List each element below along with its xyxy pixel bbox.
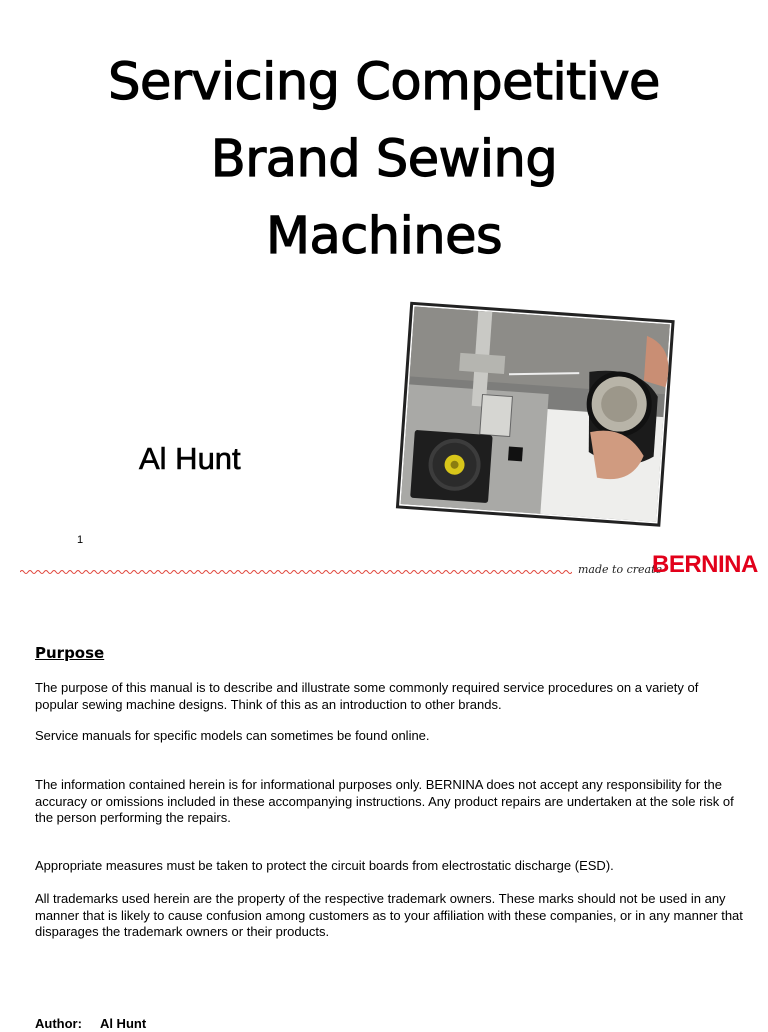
- purpose-paragraph-1: The purpose of this manual is to describe and illustrate some commonly required service procedures on a variety of popular sewing machine designs. Think of this as an introduction to other brands.: [35, 680, 699, 712]
- title-line-1: Servicing Competitive: [108, 53, 660, 112]
- author-label: Author:: [35, 1016, 82, 1031]
- author-value: Al Hunt: [99, 1016, 147, 1031]
- author-name: Al Hunt: [139, 441, 241, 476]
- bernina-logo: BERNINA: [652, 551, 758, 578]
- esd-paragraph: Appropriate measures must be taken to protect the circuit boards from electrostatic discharge (ESD).: [35, 858, 614, 873]
- slide-number: 1: [77, 534, 84, 546]
- purpose-heading: Purpose: [35, 644, 105, 662]
- author-line: [35, 1016, 164, 1032]
- title-line-3: Machines: [265, 207, 503, 266]
- trademark-paragraph: All trademarks used herein are the property of the respective trademark owners. These marks should not be used in any manner that is likely to cause confusion among customers as to your affiliation with these companies, or in any manner that disparages the trademark owners or their products.: [35, 891, 743, 939]
- purpose-paragraph-2: Service manuals for specific models can sometimes be found online.: [35, 728, 430, 743]
- title-line-2: Brand Sewing: [210, 130, 558, 189]
- disclaimer-paragraph: The information contained herein is for informational purposes only. BERNINA does not accept any responsibility for the accuracy or omissions included in these accompanying instructions. Any product repairs are undertaken at the sole risk of the person performing the repairs.: [35, 777, 734, 825]
- sewing-machine-photo: [386, 298, 678, 538]
- slide-title: [0, 44, 768, 275]
- brand-tagline: made to create: [578, 563, 662, 576]
- decorative-wave-divider: [20, 568, 572, 576]
